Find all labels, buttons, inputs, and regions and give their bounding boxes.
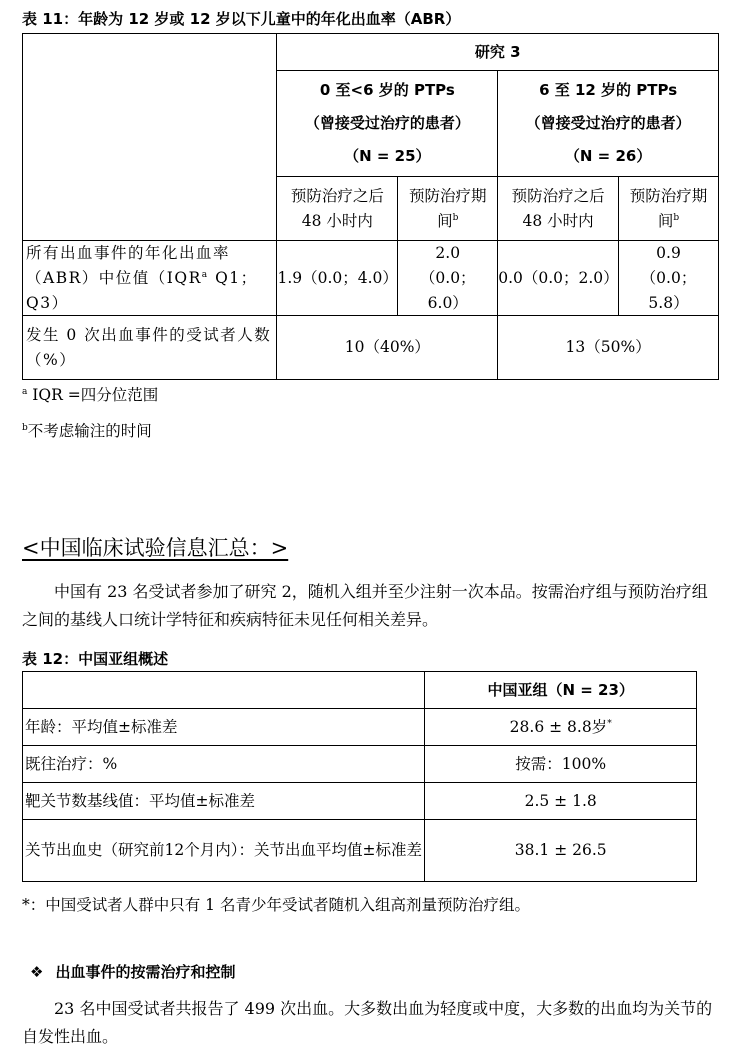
section-heading: <中国临床试验信息汇总：> — [22, 536, 289, 560]
table11-group1-header — [277, 71, 498, 177]
table12-row-value — [425, 709, 697, 746]
footnote-b-text: 不考虑输注的时间 — [27, 422, 152, 440]
table11-title: 表 11：年龄为 12 岁或 12 岁以下儿童中的年化出血率（ABR） — [22, 10, 461, 28]
footnote-b-mark: b — [22, 422, 28, 433]
diamond-bullet-icon: ❖ — [30, 963, 44, 981]
table12-row-value: 按需：100% — [425, 746, 697, 783]
group1-n: （N = 25） — [344, 147, 431, 165]
table11-col-during-2 — [619, 177, 719, 241]
table12-row-value: 38.1 ± 26.5 — [425, 820, 697, 882]
group1-age: 0 至<6 岁的 PTPs — [319, 81, 455, 99]
bleeding-heading-text: 出血事件的按需治疗和控制 — [55, 963, 236, 981]
table11-cell: 2.0（0.0；6.0） — [398, 241, 498, 316]
table11-col-during-1 — [398, 177, 498, 241]
footnote-b-ref: b — [673, 212, 680, 223]
table11-cell: 10（40%） — [277, 316, 498, 380]
row1-label-tail: Q1；Q3） — [26, 268, 258, 312]
footnote-a-ref: a — [201, 269, 209, 280]
col-during-label: 预防治疗期间 — [629, 186, 708, 230]
table11-col-after-1: 预防治疗之后48 小时内 — [277, 177, 398, 241]
footnote-a-text: IQR =四分位范围 — [27, 386, 159, 404]
age-footnote-ref: * — [607, 718, 612, 729]
group1-type: （曾接受过治疗的患者） — [304, 114, 470, 132]
table11-group2-header — [498, 71, 719, 177]
table12-row-label: 靶关节数基线值：平均值±标准差 — [23, 783, 425, 820]
table12-footnote: *：中国受试者人群中只有 1 名青少年受试者随机入组高剂量预防治疗组。 — [22, 896, 530, 914]
bleeding-paragraph: 23 名中国受试者共报告了 499 次出血。大多数出血为轻度或中度，大多数的出血均为关节的自发性出血。 — [22, 999, 713, 1046]
footnote-b-ref: b — [452, 212, 459, 223]
group2-age: 6 至 12 岁的 PTPs — [539, 81, 678, 99]
group2-n: （N = 26） — [564, 147, 652, 165]
table11-cell: 13（50%） — [498, 316, 719, 380]
table12-row-label: 年龄：平均值±标准差 — [23, 709, 425, 746]
table12-title: 表 12：中国亚组概述 — [22, 650, 169, 668]
table12-header: 中国亚组（N = 23） — [425, 672, 697, 709]
table11-corner — [23, 34, 277, 241]
table11-row1-label — [23, 241, 277, 316]
table11 — [22, 33, 719, 380]
table12 — [22, 671, 697, 882]
footnote-a-mark: a — [22, 386, 28, 397]
table11-col-after-2: 预防治疗之后48 小时内 — [498, 177, 619, 241]
table11-cell: 0.0（0.0；2.0） — [498, 241, 619, 316]
table11-cell: 1.9（0.0；4.0） — [277, 241, 398, 316]
bleeding-heading — [30, 961, 235, 982]
col-during-label: 预防治疗期间 — [408, 186, 487, 230]
footnote-a — [22, 383, 158, 405]
table11-row2-label: 发生 0 次出血事件的受试者人数（%） — [23, 316, 277, 380]
table11-study-header: 研究 3 — [277, 34, 719, 71]
table11-cell: 0.9（0.0；5.8） — [619, 241, 719, 316]
table12-row-label: 既往治疗：% — [23, 746, 425, 783]
group2-type: （曾接受过治疗的患者） — [525, 114, 691, 132]
table12-row-value: 2.5 ± 1.8 — [425, 783, 697, 820]
table12-corner — [23, 672, 425, 709]
intro-paragraph: 中国有 23 名受试者参加了研究 2，随机入组并至少注射一次本品。按需治疗组与预防治疗组之间的基线人口统计学特征和疾病特征未见任何相关差异。 — [22, 582, 708, 629]
age-value: 28.6 ± 8.8岁 — [509, 717, 608, 736]
row1-label-text: 所有出血事件的年化出血率（ABR）中位值（IQR — [26, 244, 231, 287]
table12-row-label: 关节出血史（研究前12个月内）：关节出血平均值±标准差 — [23, 820, 425, 882]
footnote-b — [22, 419, 152, 441]
